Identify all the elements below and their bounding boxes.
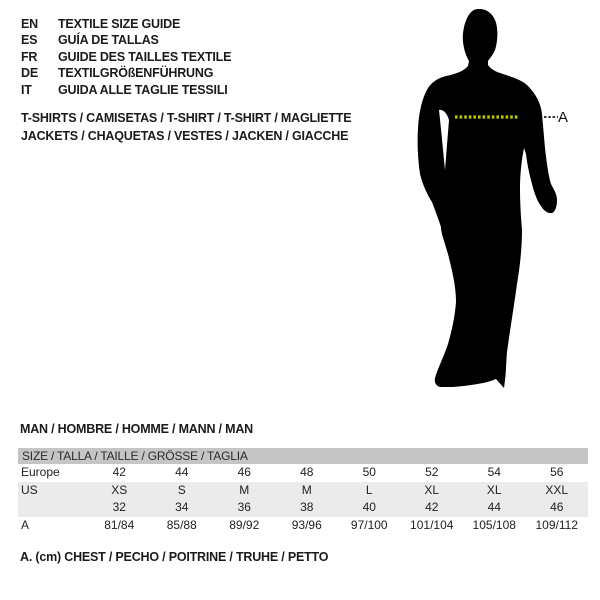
size-cell: M (301, 482, 312, 497)
size-cell: L (365, 482, 373, 497)
language-row (21, 49, 231, 65)
size-cell: 46 (550, 500, 564, 514)
size-cell: 85/88 (166, 517, 197, 532)
language-code: EN (21, 17, 38, 31)
measurement-footnote: A. (cm) CHEST / PECHO / POITRINE / TRUHE / PETTO (20, 550, 329, 564)
language-text: GUIDE DES TAILLES TEXTILE (58, 49, 232, 64)
man-silhouette (408, 8, 560, 392)
language-text: TEXTILGRÖßENFÜHRUNG (58, 66, 214, 81)
size-cell: 101/104 (410, 517, 454, 532)
size-cell: XS (111, 482, 128, 497)
size-cell: 44 (175, 465, 189, 479)
table-row-europe (18, 464, 588, 482)
size-cell: 54 (487, 465, 501, 479)
size-cell: 44 (487, 500, 501, 514)
language-row (21, 82, 231, 98)
language-row (21, 65, 231, 81)
category-line: T-SHIRTS / CAMISETAS / T-SHIRT / T-SHIRT / MAGLIETTE (21, 111, 352, 125)
size-cell: XXL (545, 482, 569, 497)
size-cell: S (177, 482, 186, 497)
row-label (18, 499, 88, 517)
size-cell: XL (486, 482, 502, 497)
language-code: ES (21, 33, 38, 48)
size-cell: 42 (112, 465, 126, 479)
measure-label-a: A (558, 109, 569, 126)
size-cell: 89/92 (229, 517, 260, 532)
size-cell: 97/100 (350, 517, 388, 532)
language-text: TEXTILE SIZE GUIDE (58, 17, 181, 31)
size-cell: 48 (300, 465, 314, 479)
garment-categories (21, 110, 351, 145)
size-table (18, 448, 588, 534)
table-row-us-numeric (18, 499, 588, 517)
size-cell: 105/108 (472, 517, 516, 532)
size-cell: 40 (362, 500, 376, 514)
language-code: IT (21, 82, 32, 97)
table-row-us (18, 482, 588, 500)
size-cell: 32 (112, 500, 126, 514)
language-row (21, 16, 231, 32)
language-code: FR (21, 49, 38, 64)
row-label: A (21, 517, 30, 532)
language-text: GUÍA DE TALLAS (58, 33, 159, 48)
size-cell: 81/84 (104, 517, 135, 532)
language-text: GUIDA ALLE TAGLIE TESSILI (58, 82, 228, 97)
size-cell: M (239, 482, 250, 497)
size-cell: 50 (362, 465, 376, 479)
table-row-chest-a (18, 517, 588, 535)
category-line: JACKETS / CHAQUETAS / VESTES / JACKEN / GIACCHE (21, 128, 349, 143)
size-cell: 36 (237, 500, 251, 514)
man-silhouette-figure (408, 8, 560, 392)
size-cell: 34 (175, 500, 189, 514)
size-cell: XL (424, 482, 440, 497)
language-row (21, 32, 231, 48)
size-cell: 46 (237, 465, 251, 479)
row-label: Europe (21, 465, 60, 479)
size-cell: 56 (550, 465, 564, 479)
size-table-header: SIZE / TALLA / TAILLE / GRÖSSE / TAGLIA (18, 448, 588, 464)
size-cell: 93/96 (291, 517, 322, 532)
row-label: US (21, 482, 38, 497)
language-legend (21, 16, 231, 98)
language-code: DE (21, 66, 38, 81)
size-cell: 38 (300, 500, 314, 514)
size-cell: 52 (425, 465, 439, 479)
size-cell: 109/112 (535, 517, 578, 532)
size-cell: 42 (425, 500, 439, 514)
section-title: MAN / HOMBRE / HOMME / MANN / MAN (20, 422, 253, 436)
